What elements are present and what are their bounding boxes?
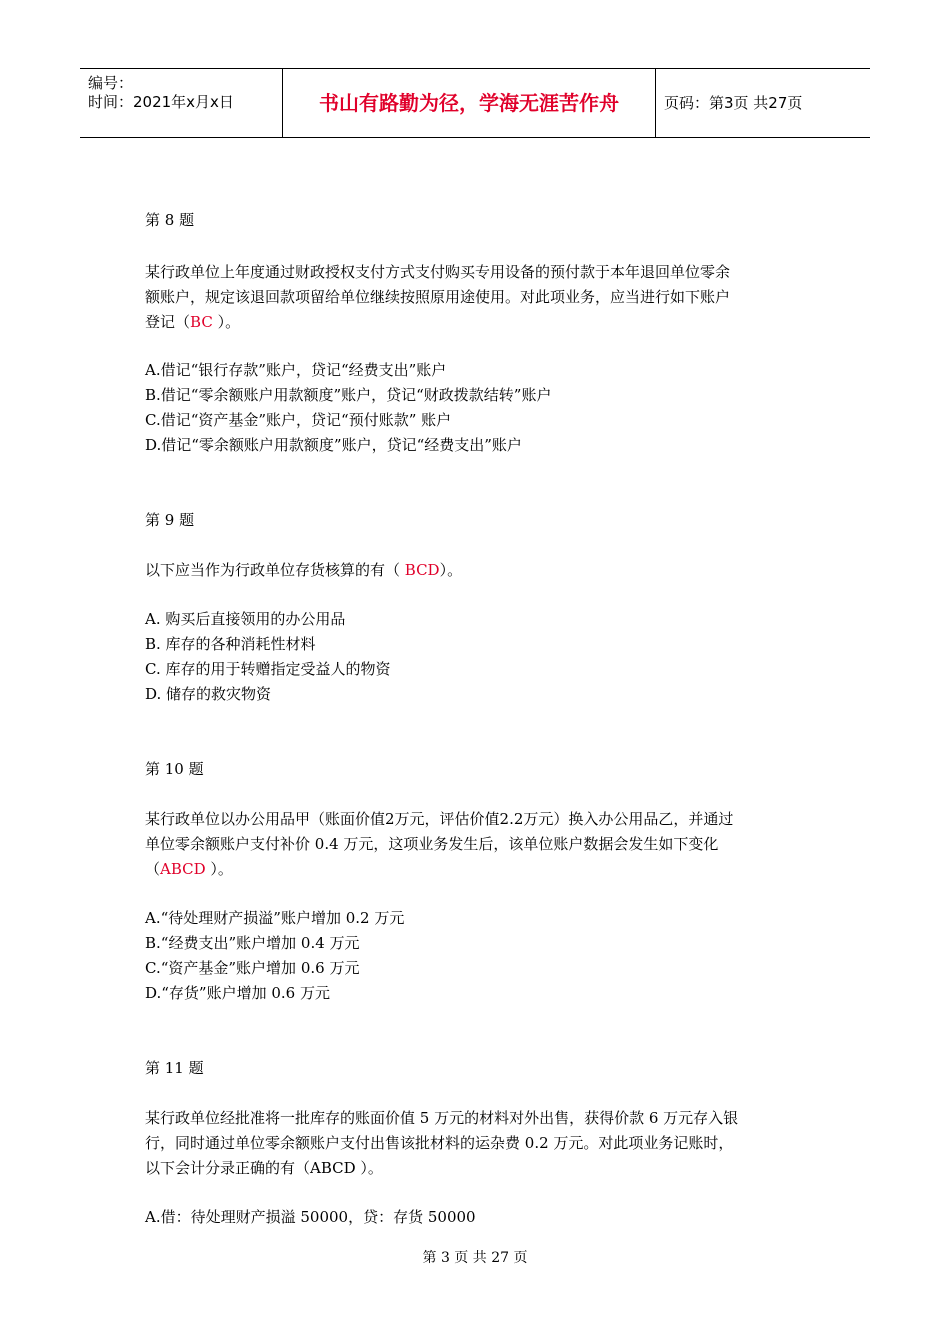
header-meta [80, 69, 283, 137]
q9-answer: BCD [404, 561, 440, 579]
q10-stem-pre: （ [145, 860, 161, 878]
q8-stem-line3 [145, 312, 240, 332]
q8-option-a: A.借记“银行存款”账户，贷记“经费支出”账户 [145, 361, 447, 379]
q11-option-a: A.借：待处理财产损溢 50000，贷：存货 50000 [145, 1208, 476, 1226]
q8-option-c: C.借记“资产基金”账户，贷记“预付账款” 账户 [145, 411, 452, 429]
q10-stem-post: ）。 [205, 860, 233, 878]
q9-stem-pre: 以下应当作为行政单位存货核算的有（ [145, 561, 405, 579]
q10-option-c: C.“资产基金”账户增加 0.6 万元 [145, 959, 360, 977]
q9-stem-post: ）。 [439, 561, 463, 579]
q10-answer: ABCD [160, 860, 206, 878]
page-header [80, 68, 870, 138]
header-page-info: 页码：第3页 共27页 [664, 94, 803, 112]
q9-option-b: B. 库存的各种消耗性材料 [145, 635, 316, 653]
q11-title: 第 11 题 [145, 1059, 204, 1077]
q11-stem-line3: 以下会计分录正确的有（ABCD ）。 [145, 1159, 383, 1177]
q10-stem-line2: 单位零余额账户支付补价 0.4 万元，这项业务发生后，该单位账户数据会发生如下变化 [145, 835, 719, 853]
q10-option-a: A.“待处理财产损溢”账户增加 0.2 万元 [145, 909, 405, 927]
q10-stem-line1: 某行政单位以办公用品甲（账面价值2万元，评估价值2.2万元）换入办公用品乙，并通过 [145, 810, 734, 828]
q8-option-d: D.借记“零余额账户用款额度”账户，贷记“经费支出”账户 [145, 436, 522, 454]
q8-stem-line1: 某行政单位上年度通过财政授权支付方式支付购买专用设备的预付款于本年退回单位零余 [145, 263, 731, 281]
q10-title: 第 10 题 [145, 760, 204, 778]
q10-stem-line3 [145, 859, 233, 879]
q10-option-d: D.“存货”账户增加 0.6 万元 [145, 984, 330, 1002]
page-footer: 第 3 页 共 27 页 [422, 1250, 528, 1266]
q8-stem-pre: 登记（ [145, 313, 191, 331]
q9-option-c: C. 库存的用于转赠指定受益人的物资 [145, 660, 391, 678]
q10-option-b: B.“经费支出”账户增加 0.4 万元 [145, 934, 360, 952]
q9-option-a: A. 购买后直接领用的办公用品 [145, 610, 346, 628]
q9-stem [145, 560, 462, 580]
q8-title: 第 8 题 [145, 211, 195, 229]
q8-option-b: B.借记“零余额账户用款额度”账户，贷记“财政拨款结转”账户 [145, 386, 552, 404]
q8-answer: BC [190, 313, 213, 331]
header-motto: 书山有路勤为径，学海无涯苦作舟 [283, 69, 656, 137]
q8-stem-post: ）。 [212, 313, 241, 331]
q9-title: 第 9 题 [145, 511, 195, 529]
q11-stem-line1: 某行政单位经批准将一批库存的账面价值 5 万元的材料对外出售，获得价款 6 万元存入银 [145, 1109, 739, 1127]
q9-option-d: D. 储存的救灾物资 [145, 685, 272, 703]
q8-stem-line2: 额账户，规定该退回款项留给单位继续按照原用途使用。对此项业务，应当进行如下账户 [145, 288, 731, 306]
q11-stem-line2: 行，同时通过单位零余额账户支付出售该批材料的运杂费 0.2 万元。对此项业务记账时， [145, 1134, 734, 1152]
time-label: 时间：2021年x月x日 [88, 93, 234, 111]
number-label: 编号： [88, 74, 134, 92]
